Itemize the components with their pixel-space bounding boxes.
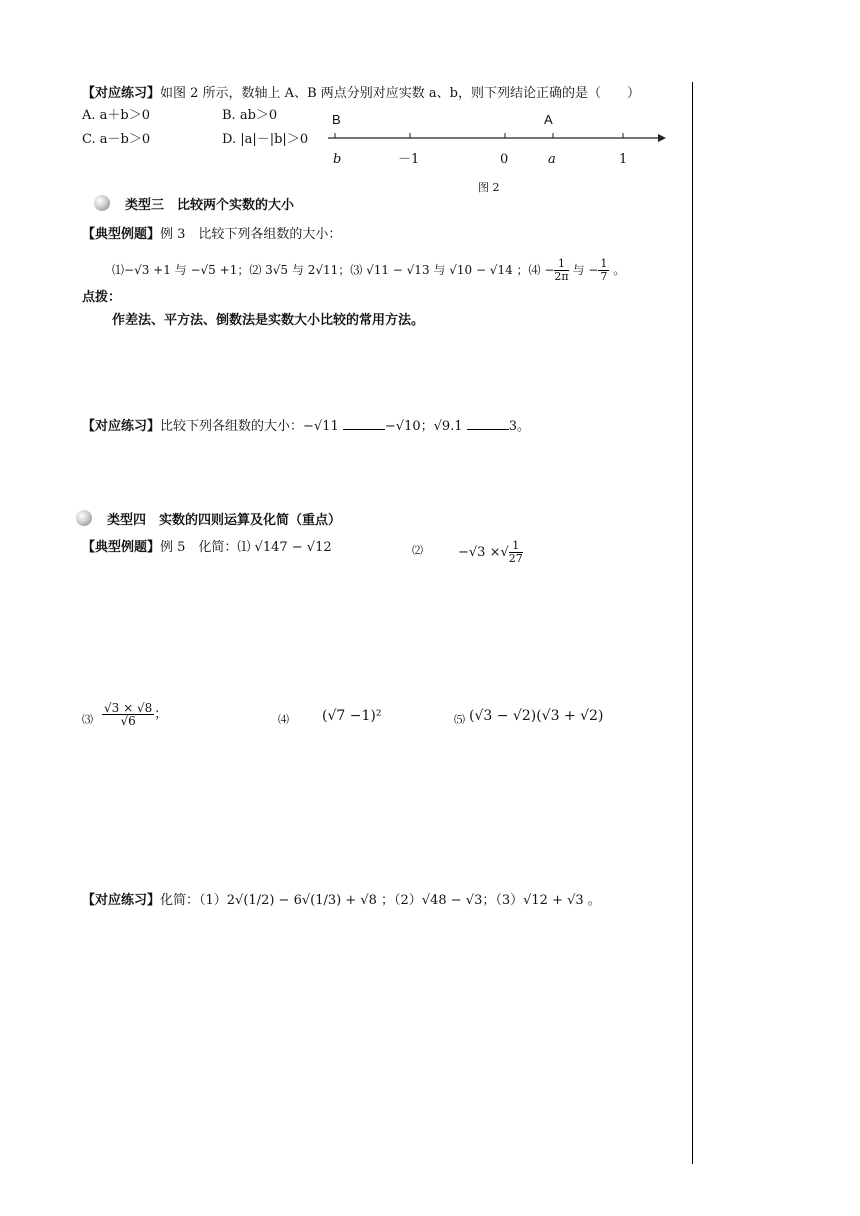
practice3-tag: 【对应练习】 xyxy=(82,893,161,908)
figure-caption: 图 2 xyxy=(478,181,500,194)
frac-den: 2π xyxy=(554,270,569,283)
point-a-label: A xyxy=(544,112,553,127)
number-line-arrow xyxy=(658,134,666,142)
item3-label: ⑶ xyxy=(82,713,93,726)
option-b: B. ab＞0 xyxy=(222,108,278,123)
practice2-expr3: 3。 xyxy=(508,419,530,434)
label-1: 1 xyxy=(619,152,628,167)
frac-1-over-7 xyxy=(598,258,609,283)
section3-example-text: 例 3 比较下列各组数的大小： xyxy=(160,227,342,242)
section4-bullet-icon xyxy=(76,510,92,526)
practice2-expr1: −√11 xyxy=(303,419,339,434)
section4-example-text: 例 5 化简：⑴ √147 − √12 xyxy=(160,540,332,555)
answer-blank-1[interactable] xyxy=(343,417,385,430)
frac-1-over-27 xyxy=(509,540,523,565)
item3-expr: ⑶ √11 − √13 与 √10 − √14 ； xyxy=(350,263,529,277)
label-b: b xyxy=(333,152,342,167)
practice2-text: 比较下列各组数的大小： xyxy=(160,419,304,434)
item1-label: ⑴ xyxy=(112,263,125,277)
item4-label: ⑷ xyxy=(278,713,289,726)
answer-blank-2[interactable] xyxy=(467,417,509,430)
section4-example-tag: 【典型例题】 xyxy=(82,540,161,555)
option-c: C. a－b＞0 xyxy=(82,132,151,147)
item4-expr: (√7 −1)² xyxy=(322,708,382,724)
item3-num: √3 × √8 xyxy=(104,701,153,715)
practice1-question: 如图 2 所示，数轴上 A、B 两点分别对应实数 a、b，则下列结论正确的是（ ） xyxy=(160,86,640,101)
item3-tail: ； xyxy=(154,707,168,722)
hint-label: 点拨： xyxy=(82,290,122,305)
section4-example xyxy=(82,540,332,556)
item4-minus: ⑷ − xyxy=(528,263,555,277)
practice1-line xyxy=(82,86,640,102)
practice2-line xyxy=(82,417,530,435)
frac-den: 7 xyxy=(600,270,608,283)
frac-1-over-2pi xyxy=(554,258,568,283)
item4-end: 。 xyxy=(613,263,626,277)
option-a: A. a＋b＞0 xyxy=(82,108,150,123)
section3-items xyxy=(112,258,625,283)
practice3-text: 化简：（1）2√(1/2) − 6√(1/3) + √8 ；（2）√48 − √3；（3）√12 + √3 。 xyxy=(160,893,601,908)
label-a: a xyxy=(548,152,556,167)
label-0: 0 xyxy=(500,152,509,167)
section3-example-tag: 【典型例题】 xyxy=(82,227,161,242)
label-neg1: －1 xyxy=(398,152,420,167)
practice1-tag: 【对应练习】 xyxy=(82,86,161,101)
practice2-tag: 【对应练习】 xyxy=(82,419,161,434)
point-b-label: B xyxy=(332,112,341,127)
frac-num: 1 xyxy=(600,257,608,270)
item5-label: ⑸ xyxy=(454,713,465,726)
section3-bullet-icon xyxy=(94,195,110,211)
item2-expr: ⑵ 3√5 与 2√11； xyxy=(249,263,351,277)
hint-text: 作差法、平方法、倒数法是实数大小比较的常用方法。 xyxy=(112,313,425,328)
item3-fraction xyxy=(102,702,154,727)
section3-title: 类型三 比较两个实数的大小 xyxy=(125,198,295,213)
item3-expr xyxy=(102,702,167,727)
frac-num: 1 xyxy=(554,258,568,271)
right-border-line xyxy=(692,82,693,1164)
section3-example xyxy=(82,227,341,243)
section4-title: 类型四 实数的四则运算及化简（重点） xyxy=(107,513,342,528)
item2-expr-text: −√3 × xyxy=(458,545,501,560)
practice2-expr2: −√10；√9.1 xyxy=(384,419,463,434)
item4-mid: 与 − xyxy=(572,263,599,277)
frac-num: 1 xyxy=(509,540,523,553)
practice3-line xyxy=(82,893,601,909)
item5-expr: (√3 − √2)(√3 + √2) xyxy=(469,708,604,724)
item3-den: √6 xyxy=(120,714,136,728)
item2-expr: −√3 ×√ $\frac{1}{27}$ xyxy=(458,539,523,565)
item2-label: ⑵ xyxy=(412,544,423,557)
option-d: D. |a|－|b|＞0 xyxy=(222,132,309,147)
frac-den: 27 xyxy=(508,552,523,565)
item1-expr: −√3 +1 与 −√5 +1； xyxy=(124,263,250,277)
